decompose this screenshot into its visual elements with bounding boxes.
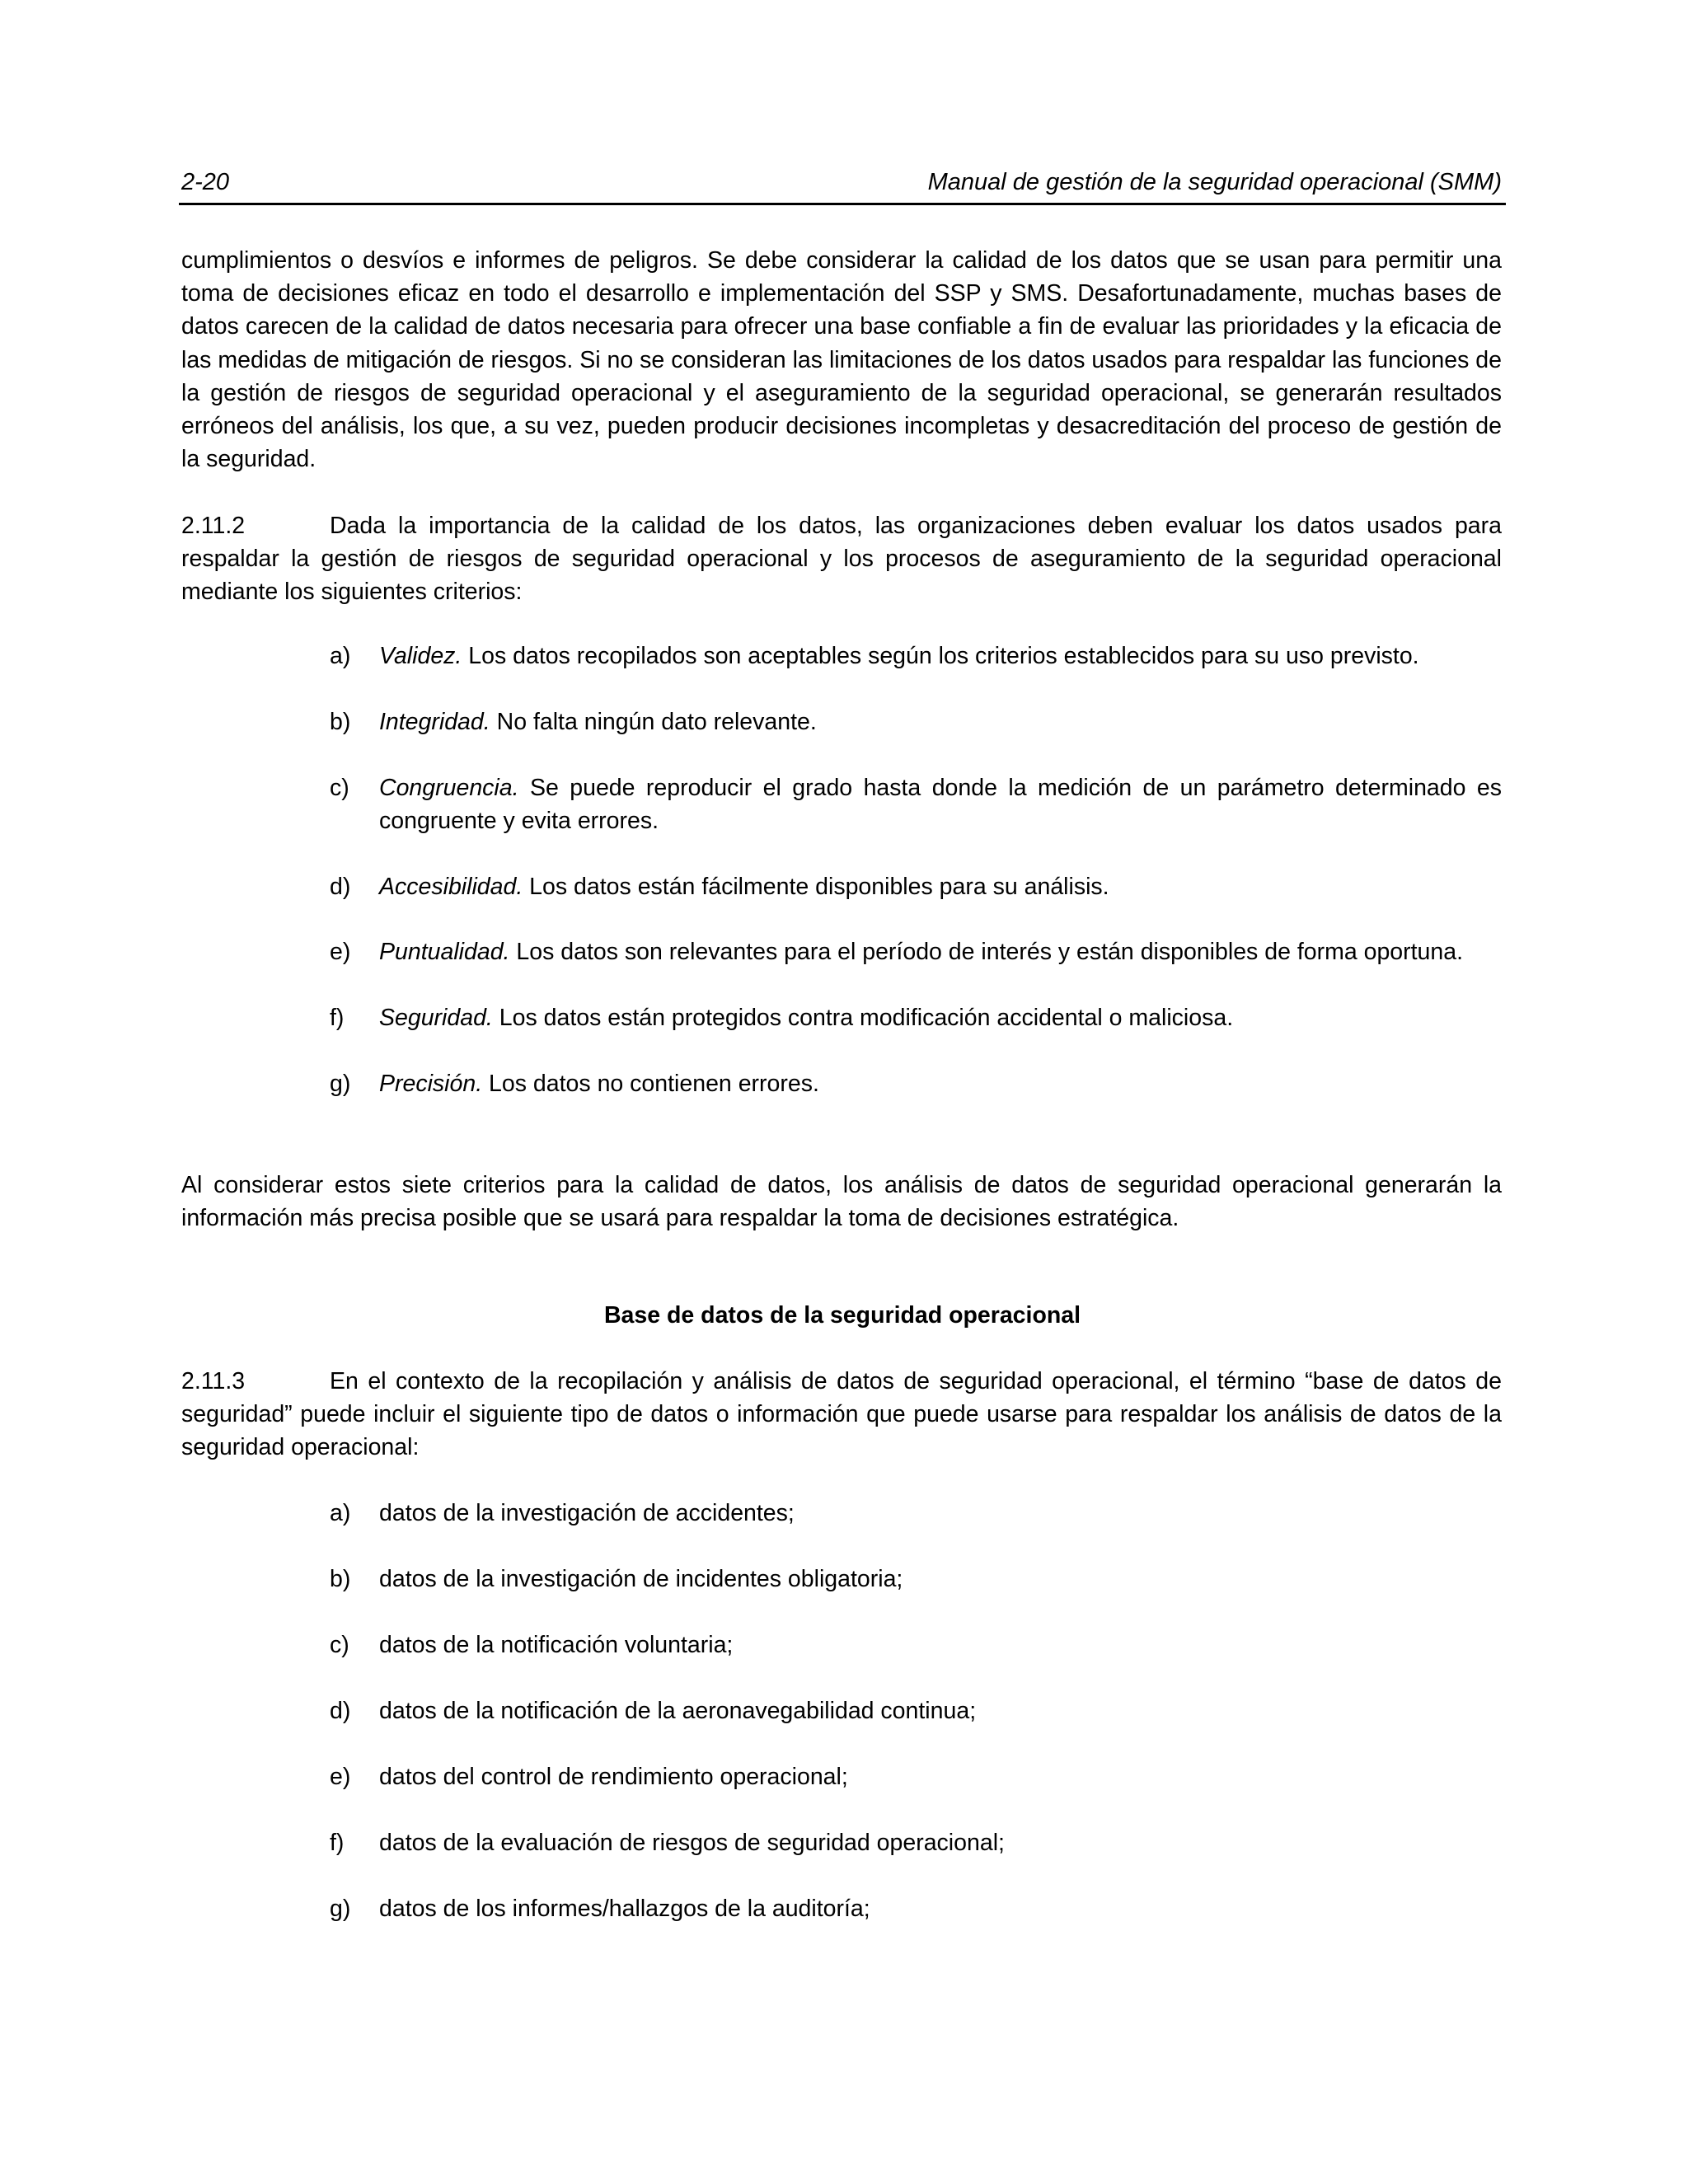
list-item-text: datos de la investigación de accidentes; <box>379 1500 795 1526</box>
criterion-term: Seguridad. <box>379 1005 493 1032</box>
paragraph-conclusion: Al considerar estos siete criterios para la calidad de datos, los análisis de datos de seguridad operacional generarán la información más precisa posible que se usará para respaldar la toma de decisiones estratégica. <box>181 1172 1502 1232</box>
list-item <box>330 1826 1502 1859</box>
criterion-term: Validez. <box>379 643 462 669</box>
list-marker: g) <box>330 1070 351 1097</box>
criterion-text: Se puede reproducir el grado hasta donde la medición de un parámetro determinado es congruente y evita errores. <box>379 774 1502 834</box>
list-item-text: datos de la notificación de la aeronavegabilidad continua; <box>379 1698 977 1724</box>
list-item <box>330 1629 1502 1661</box>
paragraph-number: 2.11.2 <box>181 513 246 539</box>
criterion-text: No falta ningún dato relevante. <box>490 708 817 735</box>
list-item-text: datos de la evaluación de riesgos de seguridad operacional; <box>379 1830 1005 1856</box>
criterion-text: Los datos son relevantes para el período de interés y están disponibles de forma oportuna. <box>509 939 1464 966</box>
list-item <box>330 640 1502 673</box>
list-marker: g) <box>330 1896 351 1922</box>
list-item <box>330 870 1502 903</box>
criterion-term: Integridad. <box>379 708 490 735</box>
document-title: Manual de gestión de la seguridad operacional (SMM) <box>927 169 1502 195</box>
criterion-term: Accesibilidad. <box>379 873 523 900</box>
criteria-list <box>330 640 1502 1133</box>
criterion-text: Los datos están fácilmente disponibles para su análisis. <box>523 873 1109 900</box>
list-marker: a) <box>330 643 351 669</box>
criterion-text: Los datos están protegidos contra modificación accidental o maliciosa. <box>492 1005 1234 1032</box>
list-marker: b) <box>330 1566 351 1592</box>
page-header <box>179 162 1506 205</box>
list-item <box>330 705 1502 738</box>
section-heading: Base de datos de la seguridad operacional <box>603 1302 1081 1329</box>
list-item <box>330 1760 1502 1793</box>
list-marker: c) <box>330 1632 349 1658</box>
list-item <box>330 1892 1502 1925</box>
list-item <box>330 771 1502 837</box>
paragraph-2-11-2 <box>181 509 1502 609</box>
criterion-term: Congruencia. <box>379 774 519 801</box>
list-marker: d) <box>330 1698 351 1724</box>
list-item <box>330 1067 1502 1100</box>
paragraph-text: En el contexto de la recopilación y análisis de datos de seguridad operacional, el término “base de datos de seguridad” puede incluir el siguiente tipo de datos o información que puede usarse para respaldar los análisis de datos de la seguridad operacional: <box>181 1368 1502 1461</box>
criterion-term: Puntualidad. <box>379 939 510 966</box>
paragraph-text: Dada la importancia de la calidad de los datos, las organizaciones deben evaluar los datos usados para respaldar la gestión de riesgos de seguridad operacional y los procesos de aseguramiento de la seguridad operacional mediante los siguientes criterios: <box>181 513 1502 606</box>
list-marker: b) <box>330 708 351 735</box>
criterion-text: Los datos recopilados son aceptables según los criterios establecidos para su uso previsto. <box>462 643 1419 669</box>
list-item <box>330 1497 1502 1530</box>
list-item <box>330 1694 1502 1727</box>
list-marker: c) <box>330 774 349 801</box>
list-item-text: datos de la investigación de incidentes obligatoria; <box>379 1566 903 1592</box>
list-marker: f) <box>330 1830 345 1856</box>
paragraph-intro: cumplimientos o desvíos e informes de peligros. Se debe considerar la calidad de los datos que se usan para permitir una toma de decisiones eficaz en todo el desarrollo e implementación del SSP y SMS. Desafortunadamente, muchas bases de datos carecen de la calidad de datos necesaria para ofrecer una base confiable a fin de evaluar las prioridades y la eficacia de las medidas de mitigación de riesgos. Si no se consideran las limitaciones de los datos usados para respaldar las funciones de la gestión de riesgos de seguridad operacional y el aseguramiento de la seguridad operacional, se generarán resultados erróneos del análisis, los que, a su vez, pueden producir decisiones incompletas y desacreditación del proceso de gestión de la seguridad. <box>181 247 1502 473</box>
data-types-list <box>330 1497 1502 1958</box>
list-item <box>330 1563 1502 1596</box>
list-item-text: datos de la notificación voluntaria; <box>379 1632 734 1658</box>
paragraph-2-11-3 <box>181 1365 1502 1465</box>
paragraph-number: 2.11.3 <box>181 1368 246 1394</box>
list-marker: f) <box>330 1005 345 1032</box>
list-item-text: datos de los informes/hallazgos de la auditoría; <box>379 1896 870 1922</box>
list-item-text: datos del control de rendimiento operacional; <box>379 1764 848 1790</box>
list-marker: d) <box>330 873 351 900</box>
document-page <box>179 162 1506 1922</box>
page-number: 2-20 <box>181 169 230 195</box>
criterion-text: Los datos no contienen errores. <box>482 1070 819 1097</box>
list-marker: e) <box>330 939 351 966</box>
list-item <box>330 1001 1502 1034</box>
list-marker: a) <box>330 1500 351 1526</box>
list-marker: e) <box>330 1764 351 1790</box>
list-item <box>330 935 1502 968</box>
criterion-term: Precisión. <box>379 1070 483 1097</box>
